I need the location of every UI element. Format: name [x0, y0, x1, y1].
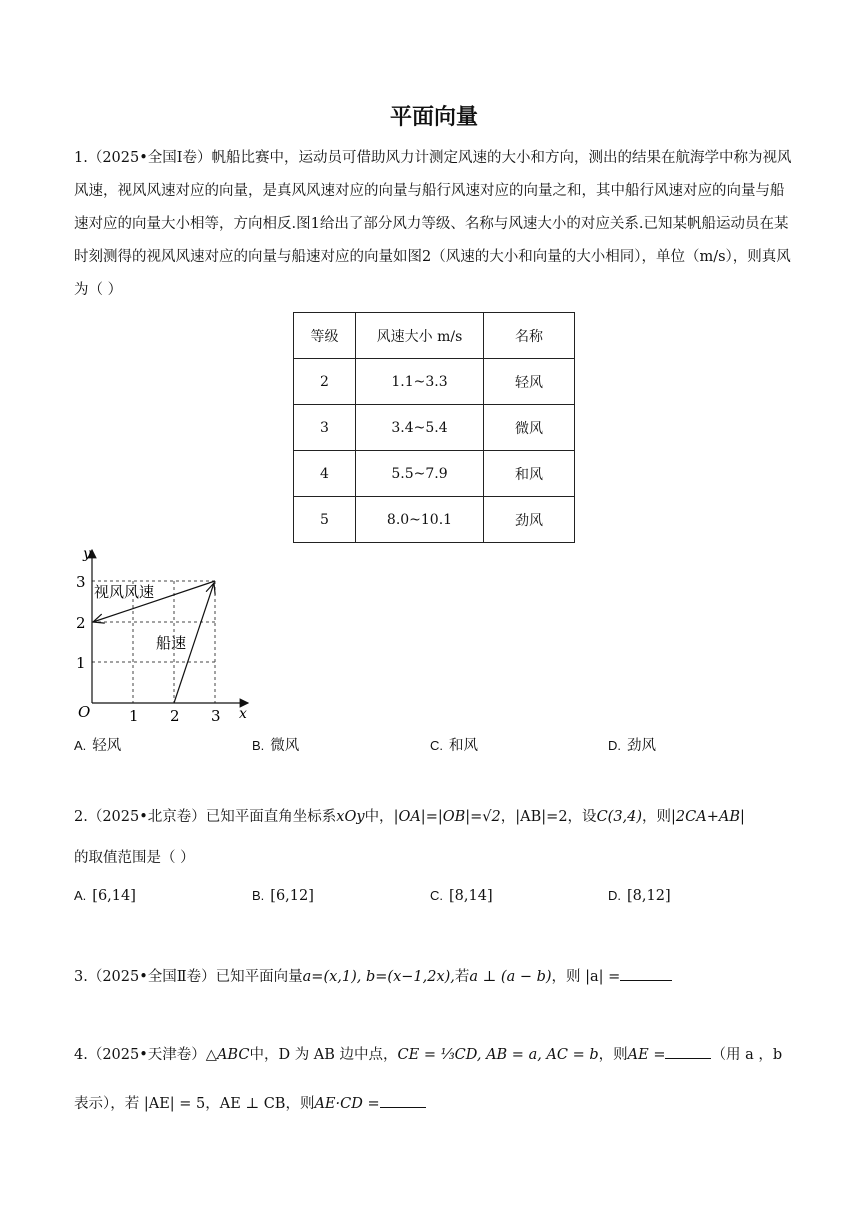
table-header: 等级 — [294, 313, 356, 359]
table-header-row — [294, 313, 575, 359]
table-cell: 3.4~5.4 — [356, 405, 484, 451]
apparent-wind-label: 视风风速 — [94, 583, 155, 601]
q3-vectors: a=(x,1), b=(x−1,2x), — [302, 969, 455, 985]
q2-mid2: ，则 — [642, 809, 672, 825]
answer-blank[interactable] — [380, 1089, 426, 1108]
x-tick-label: 3 — [211, 707, 221, 725]
q3-prefix: 3.（2025•全国Ⅱ卷）已知平面向量 — [74, 969, 303, 985]
q4-t1: 中，D 为 AB 边中点， — [249, 1047, 398, 1063]
page-title: 平面向量 — [389, 105, 478, 130]
q2-expr: |2CA+AB| — [671, 809, 745, 825]
x-tick-label: 1 — [129, 707, 139, 725]
option-text: [8,14] — [449, 888, 493, 904]
option-text: [8,12] — [627, 888, 671, 904]
option-label: A. — [74, 738, 87, 753]
y-axis-label: y — [83, 546, 91, 562]
table-header: 名称 — [484, 313, 575, 359]
table-cell: 1.1~3.3 — [356, 359, 484, 405]
q2-mid1: 中， — [364, 809, 394, 825]
table-cell: 5.5~7.9 — [356, 451, 484, 497]
option-label: A. — [74, 888, 87, 903]
q3-cond: a ⊥ (a − b) — [469, 969, 552, 985]
question-2-line-2: 的取值范围是（ ） — [74, 850, 195, 866]
question-1-text: 1.（2025•全国Ⅰ卷）帆船比赛中，运动员可借助风力计测定风速的大小和方向，测出的结果在航海学中称为视风风速，视风风速对应的向量，是真风风速对应的向量与船行风速对应的向量之和，其中船行风速对应的向量与船速对应的向量大小相等，方向相反.图1给出了部分风力等级、名称与风速大小的对应关系.已知某帆船运动员在某时刻测得的视风风速对应的向量与船速对应的向量如图2（风速的大小和向量的大小相同），单位（m/s），则真风为（ ） — [74, 150, 792, 298]
boat-speed-label: 船速 — [156, 634, 187, 652]
option-text: [6,14] — [92, 888, 136, 904]
question-4-line-1 — [74, 1039, 796, 1072]
y-tick-label: 1 — [76, 654, 86, 672]
option-text: 微风 — [270, 738, 300, 754]
question-4-line-2 — [74, 1088, 796, 1121]
q4-relation: CE = ⅓CD, AB = a, AC = b — [397, 1047, 599, 1063]
option-label: D. — [608, 738, 621, 753]
table-cell: 8.0~10.1 — [356, 497, 484, 543]
table-cell: 和风 — [484, 451, 575, 497]
x-axis-label: x — [239, 706, 247, 722]
option-label: B. — [252, 738, 265, 753]
q4-triangle: △ABC — [205, 1047, 250, 1063]
table-cell: 微风 — [484, 405, 575, 451]
q4-ask2: AE·CD = — [314, 1096, 380, 1112]
q4-t3: （用 a ，b — [711, 1047, 783, 1063]
table-row — [294, 451, 575, 497]
option-label: D. — [608, 888, 621, 903]
q3-ask: ，则 |a| = — [551, 969, 621, 985]
table-row — [294, 359, 575, 405]
option-a[interactable] — [74, 734, 121, 755]
table-cell: 4 — [294, 451, 356, 497]
table-header: 风速大小 m/s — [356, 313, 484, 359]
q4-line2a: 表示），若 |AE| = 5，AE ⊥ CB，则 — [74, 1096, 315, 1112]
wind-level-table — [293, 312, 575, 543]
answer-blank[interactable] — [620, 962, 672, 981]
q4-t2: ，则 — [598, 1047, 628, 1063]
option-label: C. — [430, 738, 443, 753]
question-2-line-1 — [74, 801, 796, 834]
option-text: 轻风 — [92, 738, 122, 754]
q2-coord: xOy — [336, 809, 365, 825]
option-label: C. — [430, 888, 443, 903]
option-label: B. — [252, 888, 265, 903]
option-text: [6,12] — [270, 888, 314, 904]
origin-label: O — [78, 703, 91, 721]
q2-point: C(3,4) — [596, 809, 643, 825]
table-cell: 2 — [294, 359, 356, 405]
y-tick-label: 2 — [76, 614, 86, 632]
option-c[interactable] — [430, 734, 478, 755]
table-row — [294, 405, 575, 451]
option-c[interactable] — [430, 888, 493, 904]
option-d[interactable] — [608, 734, 656, 755]
vector-figure — [72, 544, 262, 729]
table-cell: 轻风 — [484, 359, 575, 405]
q2-cond1: |OA|=|OB|=√2 — [393, 809, 501, 825]
q2-cond2: ，|AB|=2，设 — [500, 809, 597, 825]
q3-mid: 若 — [454, 969, 470, 985]
question-3 — [74, 961, 796, 994]
q4-ask1: AE = — [627, 1047, 666, 1063]
answer-blank[interactable] — [665, 1040, 711, 1059]
option-a[interactable] — [74, 888, 136, 904]
option-d[interactable] — [608, 888, 671, 904]
table-row — [294, 497, 575, 543]
option-text: 和风 — [449, 738, 478, 754]
option-text: 劲风 — [627, 738, 656, 754]
y-tick-label: 3 — [76, 573, 86, 591]
table-cell: 劲风 — [484, 497, 575, 543]
x-tick-label: 2 — [170, 707, 180, 725]
q4-prefix: 4.（2025•天津卷） — [74, 1047, 206, 1063]
option-b[interactable] — [252, 888, 314, 904]
q2-prefix: 2.（2025•北京卷）已知平面直角坐标系 — [74, 809, 337, 825]
table-cell: 3 — [294, 405, 356, 451]
table-cell: 5 — [294, 497, 356, 543]
option-b[interactable] — [252, 734, 299, 755]
